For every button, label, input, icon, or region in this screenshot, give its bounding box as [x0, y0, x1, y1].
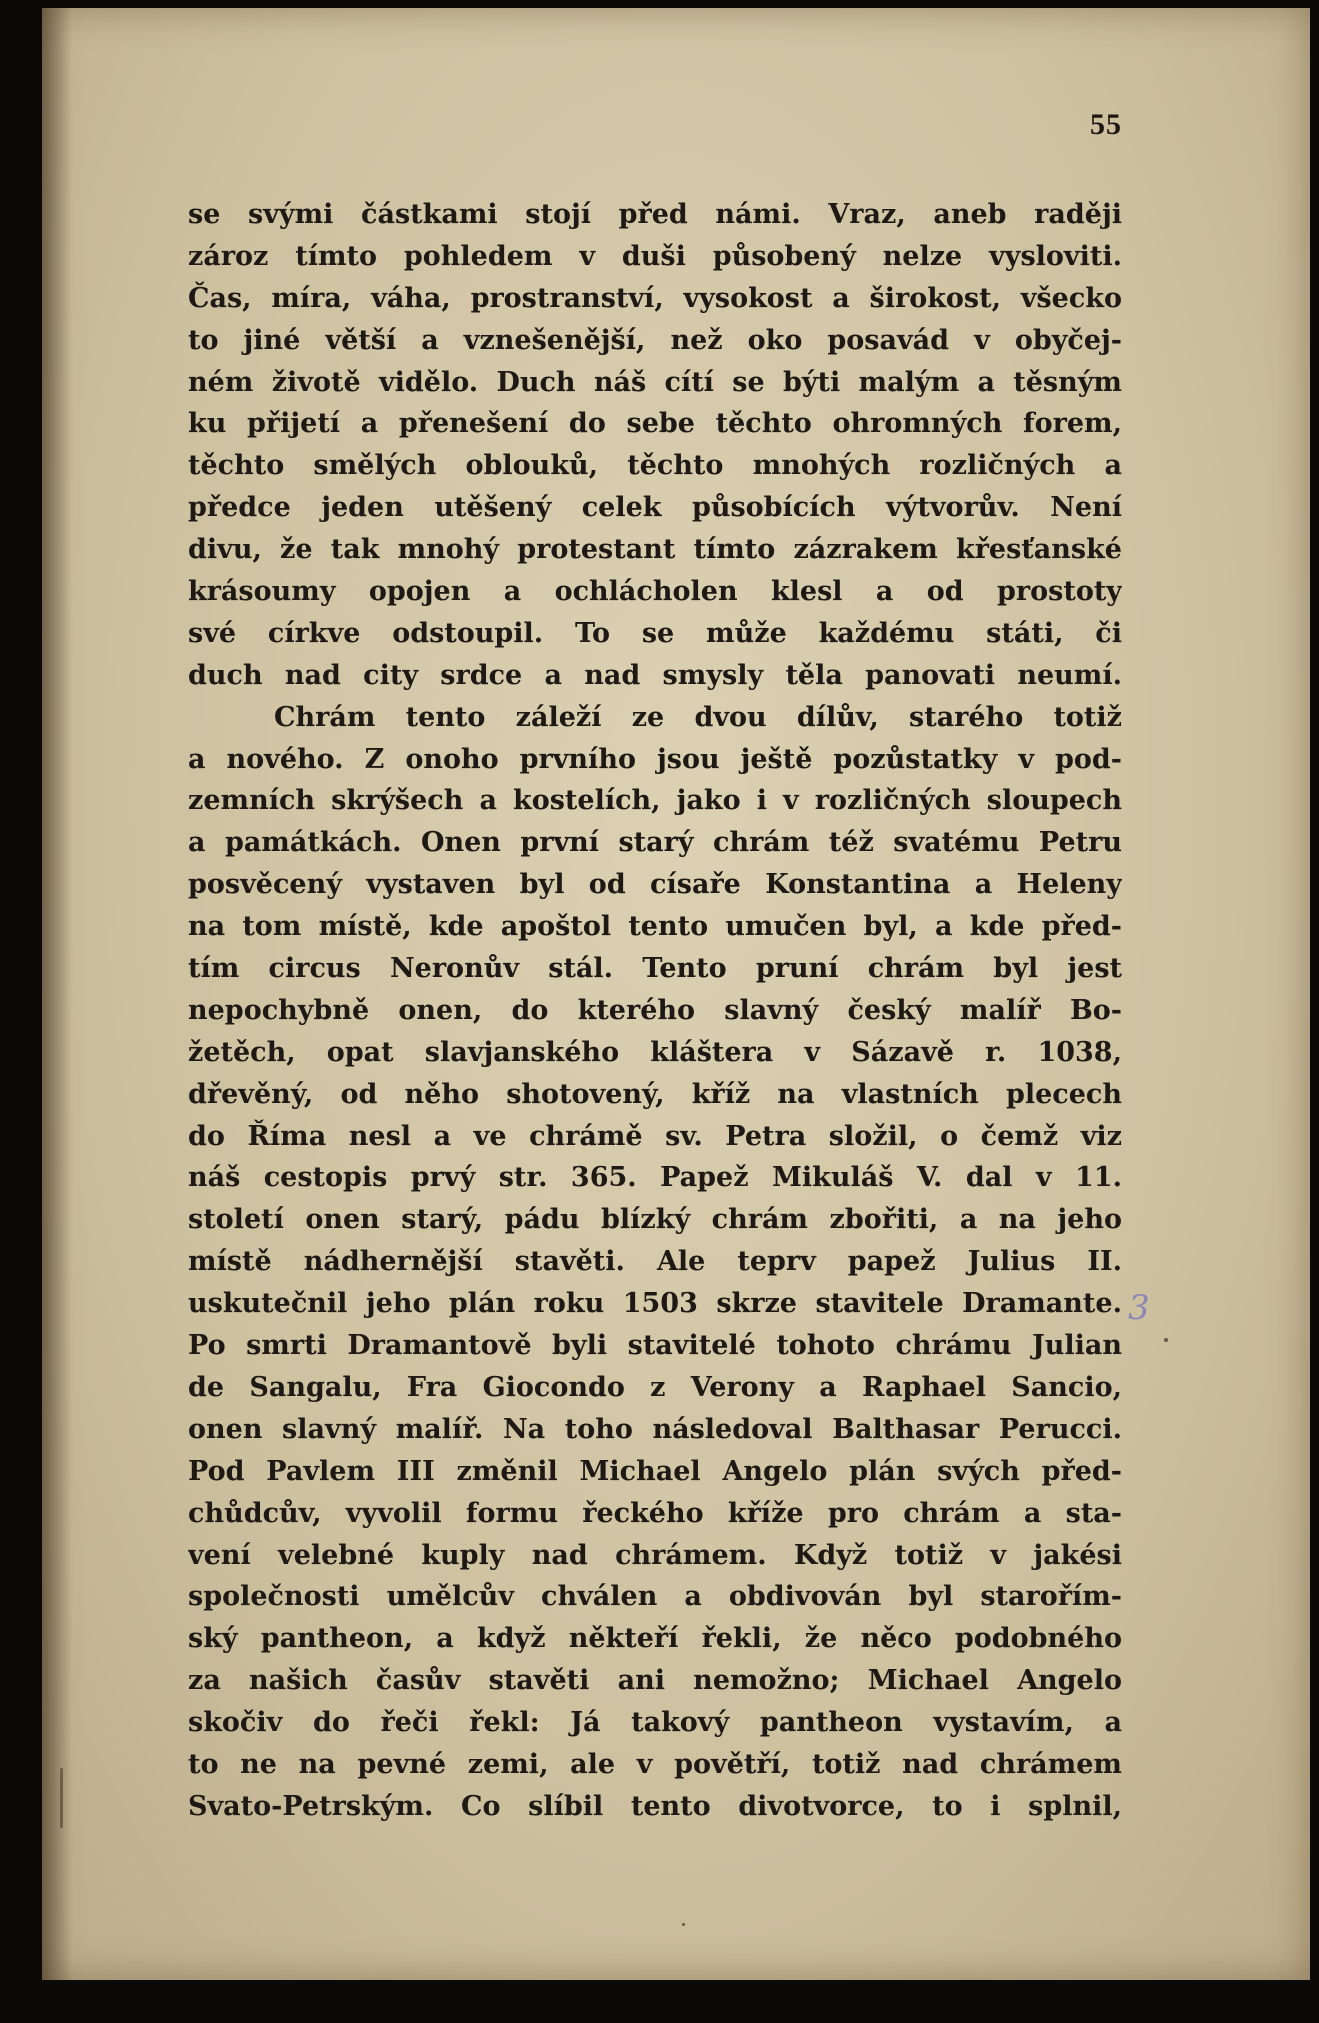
text-line: tím circus Neronův stál. Tento pruní chrám byl jest	[188, 953, 1122, 985]
paper-speck	[1164, 1338, 1168, 1342]
paper-speck	[682, 1923, 685, 1926]
text-line: to jiné větší a vznešenější, než oko posavád v obyčej-	[188, 324, 1122, 356]
text-line: dřevěný, od něho shotovený, kříž na vlastních plecech	[188, 1078, 1122, 1110]
text-line: společnosti umělcův chválen a obdivován byl starořím-	[188, 1581, 1122, 1613]
text-line: náš cestopis prvý str. 365. Papež Mikuláš V. dal v 11.	[188, 1162, 1122, 1194]
text-line: se svými částkami stojí před námi. Vraz, aneb raději	[188, 199, 1122, 230]
text-line: onen slavný malíř. Na toho následoval Balthasar Perucci.	[188, 1413, 1122, 1445]
text-line: Chrám tento záleží ze dvou dílův, starého totiž	[274, 701, 1122, 733]
text-line: chůdcův, vyvolil formu řeckého kříže pro chrám a sta-	[188, 1497, 1122, 1529]
text-line: ku přijetí a přenešení do sebe těchto ohromných forem,	[188, 408, 1122, 440]
text-body	[188, 194, 1122, 1828]
text-line: to ne na pevné zemi, ale v povětří, totiž nad chrámem	[188, 1748, 1122, 1780]
text-line: divu, že tak mnohý protestant tímto zázrakem křesťanské	[188, 534, 1122, 566]
text-line: zároz tímto pohledem v duši působený nelze vysloviti.	[188, 240, 1122, 272]
text-line: krásoumy opojen a ochlácholen klesl a od prostoty	[188, 576, 1122, 608]
text-line: Pod Pavlem III změnil Michael Angelo plán svých před-	[188, 1455, 1122, 1487]
text-line: své církve odstoupil. To se může každému státi, či	[188, 617, 1122, 649]
text-line: místě nádhernější stavěti. Ale teprv papež Julius II.	[188, 1246, 1122, 1278]
page-gutter-shadow	[42, 8, 72, 1980]
text-line: těchto smělých oblouků, těchto mnohých rozličných a	[188, 450, 1122, 482]
text-line: předce jeden utěšený celek působících výtvorův. Není	[188, 492, 1122, 524]
margin-annotation: 3	[1128, 1288, 1150, 1328]
paper-speck	[60, 1768, 63, 1828]
text-line: zemních skrýšech a kostelích, jako i v rozličných sloupech	[188, 785, 1122, 817]
text-line: žetěch, opat slavjanského kláštera v Sázavě r. 1038,	[188, 1036, 1122, 1068]
text-line: za našich časův stavěti ani nemožno; Michael Angelo	[188, 1665, 1122, 1697]
text-line: Po smrti Dramantově byli stavitelé tohoto chrámu Julian	[188, 1330, 1122, 1362]
text-line: posvěcený vystaven byl od císaře Konstantina a Heleny	[188, 869, 1122, 901]
text-line: skočiv do řeči řekl: Já takový pantheon vystavím, a	[188, 1707, 1122, 1739]
text-line: de Sangalu, Fra Giocondo z Verony a Raphael Sancio,	[188, 1371, 1122, 1403]
text-line: ném životě vidělo. Duch náš cítí se býti malým a těsným	[188, 366, 1122, 398]
text-line: nepochybně onen, do kterého slavný český malíř Bo-	[188, 994, 1122, 1026]
text-line: století onen starý, pádu blízký chrám zbořiti, a na jeho	[188, 1204, 1122, 1236]
page-number: 55	[1090, 108, 1122, 141]
text-line: Čas, míra, váha, prostranství, vysokost a širokost, všecko	[188, 282, 1122, 314]
text-line: vení velebné kuply nad chrámem. Když totiž v jakési	[188, 1539, 1122, 1571]
text-line: duch nad city srdce a nad smysly těla panovati neumí.	[188, 659, 1122, 691]
text-line: a nového. Z onoho prvního jsou ještě pozůstatky v pod-	[188, 743, 1122, 775]
text-line: a památkách. Onen první starý chrám též svatému Petru	[188, 827, 1122, 859]
text-line: uskutečnil jeho plán roku 1503 skrze stavitele Dramante.	[188, 1288, 1122, 1320]
text-line: do Říma nesl a ve chrámě sv. Petra složil, o čemž viz	[188, 1120, 1122, 1152]
text-line: Svato-Petrským. Co slíbil tento divotvorce, to i splnil,	[188, 1790, 1122, 1822]
text-line: na tom místě, kde apoštol tento umučen byl, a kde před-	[188, 911, 1122, 943]
text-line: ský pantheon, a když někteří řekli, že něco podobného	[188, 1623, 1122, 1655]
book-page	[42, 8, 1310, 1980]
